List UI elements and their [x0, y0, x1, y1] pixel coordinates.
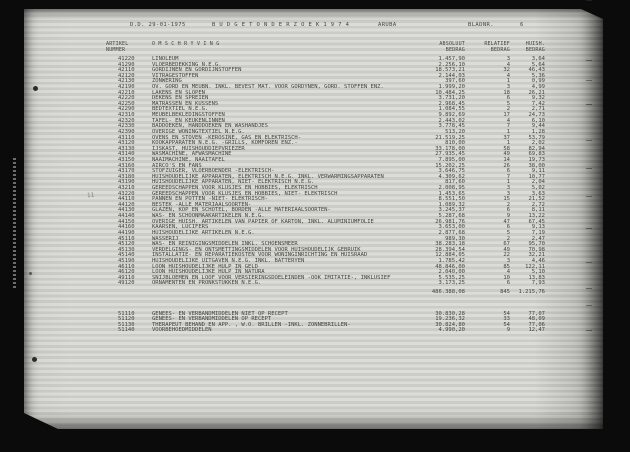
- cell-relatief-bedrag: 3: [506, 257, 510, 264]
- cell-huish-bedrag: 6,10: [531, 117, 545, 124]
- cell-relatief-bedrag: 2: [506, 235, 510, 242]
- medical-rows: [0, 312, 630, 334]
- cell-artikel-nummer: 45120: [118, 241, 135, 248]
- cell-omschrijving: OV. GORD EN MEUBN. INKL. BEVEST MAT. VOOR GORDYNEN, GORD. STOFFEN ENZ.: [152, 84, 384, 91]
- cell-absoluut-bedrag: 28.394,54: [435, 246, 465, 253]
- cell-relatief-bedrag: 22: [503, 252, 510, 259]
- cell-huish-bedrag: 53,79: [528, 134, 545, 141]
- cell-relatief-bedrag: 49: [503, 246, 510, 253]
- cell-huish-bedrag: 7,93: [531, 280, 545, 287]
- cell-omschrijving: DEKENS EN SPREIEN: [152, 95, 209, 102]
- cell-huish-bedrag: 4,46: [531, 257, 545, 264]
- cell-artikel-nummer: 42130: [118, 78, 135, 85]
- cell-relatief-bedrag: 6: [506, 95, 510, 102]
- cell-absoluut-bedrag: 30.824,80: [435, 321, 465, 328]
- cell-relatief-bedrag: 32: [503, 67, 510, 74]
- cell-huish-bedrag: 38,00: [528, 162, 545, 169]
- cell-artikel-nummer: 46120: [118, 269, 135, 276]
- cell-huish-bedrag: 77,07: [528, 310, 545, 317]
- cell-huish-bedrag: 2,71: [531, 106, 545, 113]
- cell-artikel-nummer: 49120: [118, 280, 135, 287]
- cell-relatief-bedrag: 10: [503, 274, 510, 281]
- cell-absoluut-bedrag: 2.008,95: [438, 185, 465, 192]
- cell-huish-bedrag: 95,70: [528, 241, 545, 248]
- cell-absoluut-bedrag: 3.653,00: [438, 224, 465, 231]
- cell-relatief-bedrag: 54: [503, 310, 510, 317]
- document-header: [0, 22, 630, 30]
- cell-absoluut-bedrag: 397,60: [445, 78, 465, 85]
- document-title: B U D G E T O N D E R Z O E K 1 9 7 4: [212, 22, 350, 28]
- cell-artikel-nummer: 45130: [118, 246, 135, 253]
- total-relatief-bedrag: 845: [500, 288, 510, 295]
- cell-omschrijving: KAARSEN, LUCIFERS: [152, 224, 209, 231]
- cell-relatief-bedrag: 6: [506, 224, 510, 231]
- cell-relatief-bedrag: 7: [506, 123, 510, 130]
- cell-huish-bedrag: 67,45: [528, 218, 545, 225]
- cell-relatief-bedrag: 47: [503, 218, 510, 225]
- cell-absoluut-bedrag: 7.895,00: [438, 156, 465, 163]
- cell-absoluut-bedrag: 26.981,76: [435, 218, 465, 225]
- cell-omschrijving: GENEES- EN VERBANDMIDDELEN NIET OP RECEPT: [152, 310, 288, 317]
- cell-artikel-nummer: 44150: [118, 218, 135, 225]
- cell-huish-bedrag: 2,02: [531, 140, 545, 147]
- cell-absoluut-bedrag: 1.457,90: [438, 56, 465, 62]
- cell-huish-bedrag: 2,72: [531, 201, 545, 208]
- cell-huish-bedrag: 10,77: [528, 173, 545, 180]
- cell-absoluut-bedrag: 18.573,21: [435, 67, 465, 74]
- cell-huish-bedrag: 3,63: [531, 190, 545, 197]
- cell-relatief-bedrag: 37: [503, 134, 510, 141]
- cell-absoluut-bedrag: 5.535,25: [438, 274, 465, 281]
- cell-huish-bedrag: 5,36: [531, 72, 545, 79]
- cell-artikel-nummer: 42320: [118, 117, 135, 124]
- cell-artikel-nummer: 41290: [118, 61, 135, 68]
- cell-artikel-nummer: 43210: [118, 185, 135, 192]
- cell-artikel-nummer: 51110: [118, 310, 135, 317]
- cell-huish-bedrag: 5,64: [531, 61, 545, 68]
- cell-artikel-nummer: 51130: [118, 321, 135, 328]
- cell-huish-bedrag: 26,21: [528, 89, 545, 96]
- cell-omschrijving: VLOERBEDEKKING N.E.G.: [152, 61, 222, 68]
- cell-relatief-bedrag: 6: [506, 207, 510, 214]
- cell-omschrijving: MATRASSEN EN KUSSENS: [152, 100, 219, 107]
- corner-shadow: [24, 413, 58, 429]
- cell-absoluut-bedrag: 33.178,00: [435, 145, 465, 152]
- cell-omschrijving: MEUBELBEKLEDINGSTOFFEN: [152, 112, 225, 119]
- cell-omschrijving: NAAIMACHINE, NAAITAFEL: [152, 156, 225, 163]
- cell-absoluut-bedrag: 4.990,20: [438, 327, 465, 334]
- cell-artikel-nummer: 45140: [118, 252, 135, 259]
- cell-absoluut-bedrag: 5.287,68: [438, 213, 465, 220]
- cell-absoluut-bedrag: 1.089,32: [438, 201, 465, 208]
- cell-relatief-bedrag: 4: [506, 269, 510, 276]
- cell-omschrijving: KOOKAPPARATEN N.E.G. -GRILLS, KOMFOREN ENZ.-: [152, 140, 298, 147]
- cell-huish-bedrag: 9,32: [531, 95, 545, 102]
- cell-omschrijving: WAS- EN SCHOONMAAKARTIKELEN N.E.G.: [152, 213, 265, 220]
- cell-omschrijving: AIRCO'S EN FANS: [152, 162, 202, 169]
- cell-omschrijving: VITRAGESTOFFEN: [152, 72, 199, 79]
- cell-relatief-bedrag: 26: [503, 162, 510, 169]
- header-date: D.D. 29-01-1975: [130, 22, 186, 28]
- total-absoluut-bedrag: 486.388,08: [431, 288, 465, 295]
- cell-artikel-nummer: 43180: [118, 173, 135, 180]
- cell-relatief-bedrag: 4: [506, 61, 510, 68]
- cell-omschrijving: LAKENS EN SLOPEN: [152, 89, 205, 96]
- cell-artikel-nummer: 42110: [118, 67, 135, 74]
- cell-huish-bedrag: 7,42: [531, 100, 545, 107]
- cell-absoluut-bedrag: 3.646,75: [438, 168, 465, 175]
- cell-absoluut-bedrag: 30.830,28: [435, 310, 465, 317]
- cell-relatief-bedrag: 6: [506, 280, 510, 287]
- page-number-label: BLADNR.: [468, 22, 494, 28]
- cell-huish-bedrag: 13,22: [528, 213, 545, 220]
- cell-artikel-nummer: 42220: [118, 95, 135, 102]
- cell-artikel-nummer: 43110: [118, 134, 135, 141]
- cell-relatief-bedrag: 18: [503, 89, 510, 96]
- cell-huish-bedrag: 122,11: [525, 263, 545, 270]
- cell-absoluut-bedrag: 2.877,68: [438, 229, 465, 236]
- cell-artikel-nummer: 43190: [118, 179, 135, 186]
- cell-omschrijving: VERDELGINGS- EN ONTSMETTINGSMIDDELEN VOOR HUISHOUDELIJK GEBRUIK: [152, 246, 361, 253]
- cell-omschrijving: TAFEL- EN KEUKENLINNEN: [152, 117, 225, 124]
- cell-relatief-bedrag: 3: [506, 185, 510, 192]
- cell-absoluut-bedrag: 3.731,20: [438, 95, 465, 102]
- cell-omschrijving: HUISHOUDELIJKE APPARATEN, ELEKTRISCH N.E.G. INKL. VERWARMINGSAPPARATEN: [152, 173, 384, 180]
- page-number-value: 6: [520, 22, 524, 28]
- cell-relatief-bedrag: 54: [503, 321, 510, 328]
- cell-absoluut-bedrag: 38.283,18: [435, 241, 465, 248]
- cell-absoluut-bedrag: 19.236,32: [435, 316, 465, 323]
- cell-artikel-nummer: 44110: [118, 196, 135, 203]
- cell-huish-bedrag: 0,99: [531, 78, 545, 85]
- cell-artikel-nummer: 51120: [118, 316, 135, 323]
- cell-huish-bedrag: 19,73: [528, 156, 545, 163]
- cell-absoluut-bedrag: 15.202,25: [435, 162, 465, 169]
- cell-absoluut-bedrag: 21.519,25: [435, 134, 465, 141]
- cell-relatief-bedrag: 4: [506, 72, 510, 79]
- cell-artikel-nummer: 43120: [118, 140, 135, 147]
- cell-omschrijving: OVENS EN STOVEN -KEROSINE, GAS EN ELEKTRISCH-: [152, 134, 302, 141]
- cell-omschrijving: BADDOEKEN, HANDDOEKEN EN WASHANDJES: [152, 123, 268, 130]
- cell-huish-bedrag: 5,10: [531, 269, 545, 276]
- cell-huish-bedrag: 24,73: [528, 112, 545, 119]
- cell-absoluut-bedrag: 2.968,45: [438, 100, 465, 107]
- cell-artikel-nummer: 42310: [118, 112, 135, 119]
- cell-omschrijving: PANNEN EN POTTEN -NIET- ELEKTRISCH-: [152, 196, 268, 203]
- cell-absoluut-bedrag: 12.884,05: [435, 252, 465, 259]
- cell-absoluut-bedrag: 3.778,45: [438, 123, 465, 130]
- cell-absoluut-bedrag: 2.040,00: [438, 269, 465, 276]
- cell-relatief-bedrag: 1: [506, 128, 510, 135]
- cell-huish-bedrag: 2,04: [531, 179, 545, 186]
- cell-artikel-nummer: 43130: [118, 145, 135, 152]
- film-edge: [600, 0, 630, 452]
- cell-omschrijving: ORNAMENTEN EN PRONKSTUKKEN N.E.G.: [152, 280, 262, 287]
- cell-huish-bedrag: 69,83: [528, 151, 545, 158]
- cell-omschrijving: SNIJBLOEMEN EN LOOF VOOR VERSIERINGSDOELEINDEN -OOK IMITATIE-, INKLUSIEF: [152, 274, 391, 281]
- cell-huish-bedrag: 1,28: [531, 128, 545, 135]
- cell-relatief-bedrag: 9: [506, 213, 510, 220]
- cell-artikel-nummer: 43170: [118, 168, 135, 175]
- cell-absoluut-bedrag: 48.846,00: [435, 263, 465, 270]
- cell-relatief-bedrag: 3: [506, 56, 510, 62]
- cell-relatief-bedrag: 3: [506, 190, 510, 197]
- cell-relatief-bedrag: 5: [506, 100, 510, 107]
- cell-relatief-bedrag: 49: [503, 151, 510, 158]
- cell-artikel-nummer: 45110: [118, 235, 135, 242]
- cell-omschrijving: ZONWERING: [152, 78, 182, 85]
- cell-absoluut-bedrag: 2.256,10: [438, 61, 465, 68]
- cell-artikel-nummer: 49110: [118, 274, 135, 281]
- cell-absoluut-bedrag: 9.892,69: [438, 112, 465, 119]
- cell-omschrijving: GLAZEN, KOP EN SCHOTEL, BORDEN -ALLE MATERIAALSOORTEN-: [152, 207, 331, 214]
- cell-relatief-bedrag: 67: [503, 241, 510, 248]
- cell-absoluut-bedrag: 1.084,55: [438, 106, 465, 113]
- cell-relatief-bedrag: 3: [506, 84, 510, 91]
- column-header-huish-bedrag: HUISH. BEDRAG: [525, 41, 545, 53]
- cell-huish-bedrag: 32,21: [528, 252, 545, 259]
- total-row: [0, 290, 630, 296]
- cell-artikel-nummer: 42190: [118, 84, 135, 91]
- cell-artikel-nummer: 44140: [118, 213, 135, 220]
- cell-omschrijving: WASMACHINE, AFWASMACHINE: [152, 151, 232, 158]
- cell-huish-bedrag: 5,02: [531, 185, 545, 192]
- scan-artifact-dashes: [586, 0, 592, 1]
- cell-artikel-nummer: 43220: [118, 190, 135, 197]
- cell-huish-bedrag: 7,19: [531, 229, 545, 236]
- cell-artikel-nummer: 42330: [118, 123, 135, 130]
- cell-artikel-nummer: 44160: [118, 224, 135, 231]
- cell-absoluut-bedrag: 513,20: [445, 128, 465, 135]
- cell-relatief-bedrag: 1: [506, 179, 510, 186]
- cell-relatief-bedrag: 33: [503, 316, 510, 323]
- cell-huish-bedrag: 48,09: [528, 316, 545, 323]
- cell-artikel-nummer: 45190: [118, 257, 135, 264]
- cell-omschrijving: OVERIGE WONINGTEXTIEL N.E.G.: [152, 128, 245, 135]
- cell-omschrijving: HUISHOUDELIJKE APPARATEN, NIET- ELEKTRISCH N.E.G.: [152, 179, 315, 186]
- cell-absoluut-bedrag: 10.484,25: [435, 89, 465, 96]
- cell-relatief-bedrag: 5: [506, 229, 510, 236]
- cell-artikel-nummer: 42210: [118, 89, 135, 96]
- cell-absoluut-bedrag: 1.785,42: [438, 257, 465, 264]
- cell-omschrijving: GORDIJNEN EN GORDIJNSTOFFEN: [152, 67, 242, 74]
- cell-huish-bedrag: 21,52: [528, 196, 545, 203]
- cell-relatief-bedrag: 1: [506, 78, 510, 85]
- cell-huish-bedrag: 4,99: [531, 84, 545, 91]
- cell-artikel-nummer: 44120: [118, 201, 135, 208]
- cell-absoluut-bedrag: 2.144,03: [438, 72, 465, 79]
- cell-artikel-nummer: 42120: [118, 72, 135, 79]
- budget-table: [0, 57, 630, 334]
- column-header-omschrijving: O M S C H R Y V I N G: [152, 41, 220, 47]
- column-header-artikel-nummer: ARTIKEL NUMMER: [106, 41, 129, 53]
- cell-omschrijving: LINOLEUM: [152, 56, 179, 62]
- cell-huish-bedrag: 12,47: [528, 327, 545, 334]
- table-row: [0, 281, 630, 287]
- cell-relatief-bedrag: 2: [506, 106, 510, 113]
- cell-huish-bedrag: 46,43: [528, 67, 545, 74]
- cell-omschrijving: INSTALLATIE- EN REPARATIEKOSTEN VOOR WONINGINRICHTING EN HUISRAAD: [152, 252, 368, 259]
- cell-relatief-bedrag: 7: [506, 173, 510, 180]
- budget-rows: [0, 57, 630, 287]
- cell-omschrijving: IJSKAST, HUISHOUDDIEPVRIEZER: [152, 145, 245, 152]
- cell-relatief-bedrag: 14: [503, 156, 510, 163]
- region-label: ARUBA: [378, 22, 397, 28]
- cell-artikel-nummer: 42390: [118, 128, 135, 135]
- cell-relatief-bedrag: 6: [506, 168, 510, 175]
- cell-huish-bedrag: 77,06: [528, 321, 545, 328]
- cell-absoluut-bedrag: 8.551,50: [438, 196, 465, 203]
- cell-huish-bedrag: 8,11: [531, 207, 545, 214]
- cell-relatief-bedrag: 58: [503, 145, 510, 152]
- cell-omschrijving: GEREEDSCHAPPEN VOOR KLUSJES EN HOBBIES, ELEKTRISCH: [152, 185, 318, 192]
- cell-huish-bedrag: 9,13: [531, 224, 545, 231]
- cell-omschrijving: THERAPEUT BEHAND EN APP. , W.O. BRILLEN -INKL. ZONNEBRILLEN-: [152, 321, 351, 328]
- cell-omschrijving: BEDTEXTIEL N.E.G.: [152, 106, 209, 113]
- cell-huish-bedrag: 2,47: [531, 235, 545, 242]
- cell-relatief-bedrag: 1: [506, 140, 510, 147]
- cell-omschrijving: HUISHOUDELIJKE ARTIKELEN N.E.G.: [152, 229, 255, 236]
- cell-omschrijving: LOON HUISHOUDELIJKE HULP IN NATURA: [152, 269, 265, 276]
- cell-huish-bedrag: 70,98: [528, 246, 545, 253]
- cell-artikel-nummer: 41220: [118, 56, 135, 62]
- cell-artikel-nummer: 42290: [118, 106, 135, 113]
- cell-huish-bedrag: 9,44: [531, 123, 545, 130]
- cell-artikel-nummer: 46110: [118, 263, 135, 270]
- total-huish-bedrag: 1.215,76: [518, 288, 545, 295]
- punch-hole: [32, 357, 37, 362]
- cell-artikel-nummer: 42250: [118, 100, 135, 107]
- cell-artikel-nummer: 43160: [118, 162, 135, 169]
- cell-absoluut-bedrag: 3.245,37: [438, 207, 465, 214]
- cell-absoluut-bedrag: 989,30: [445, 235, 465, 242]
- cell-omschrijving: BESTEK -ALLE MATERIAALSOORTEN-: [152, 201, 252, 208]
- cell-relatief-bedrag: 2: [506, 201, 510, 208]
- section-gap: [0, 296, 630, 312]
- cell-artikel-nummer: 51140: [118, 327, 135, 334]
- cell-omschrijving: WASSERIJ: [152, 235, 179, 242]
- cell-absoluut-bedrag: 4.309,62: [438, 173, 465, 180]
- cell-absoluut-bedrag: 810,00: [445, 140, 465, 147]
- cell-absoluut-bedrag: 27.935,45: [435, 151, 465, 158]
- cell-omschrijving: GENEES- EN VERBANDMIDDELEN OP RECEPT: [152, 316, 272, 323]
- cell-absoluut-bedrag: 1.453,65: [438, 190, 465, 197]
- cell-huish-bedrag: 3,64: [531, 56, 545, 62]
- cell-omschrijving: VOORBEHOEDMIDDELEN: [152, 327, 212, 334]
- cell-relatief-bedrag: 15: [503, 196, 510, 203]
- cell-artikel-nummer: 44130: [118, 207, 135, 214]
- table-row: [0, 328, 630, 334]
- column-header-relatief-bedrag: RELATIEF BEDRAG: [484, 41, 510, 53]
- cell-huish-bedrag: 82,94: [528, 145, 545, 152]
- cell-absoluut-bedrag: 817,60: [445, 179, 465, 186]
- cell-artikel-nummer: 43140: [118, 151, 135, 158]
- cell-artikel-nummer: 44190: [118, 229, 135, 236]
- cell-absoluut-bedrag: 1.999,20: [438, 84, 465, 91]
- cell-absoluut-bedrag: 2.443,02: [438, 117, 465, 124]
- cell-huish-bedrag: 9,11: [531, 168, 545, 175]
- cell-relatief-bedrag: 9: [506, 327, 510, 334]
- cell-absoluut-bedrag: 3.173,25: [438, 280, 465, 287]
- cell-relatief-bedrag: 17: [503, 112, 510, 119]
- cell-omschrijving: HUISHOUDELIJKE UITGAVEN N.E.G. INKL. BATTERYEN: [152, 257, 305, 264]
- cell-omschrijving: OVERIGE HUISH. ARTIKELEN VAN PAPIER OF KARTON, INKL. ALUMINIUMFOLIE: [152, 218, 374, 225]
- cell-omschrijving: LOON HUISHOUDELIJKE HULP IN GELD: [152, 263, 258, 270]
- cell-omschrijving: STOFZUIGER, VLOERBOENDER -ELEKTRISCH-: [152, 168, 275, 175]
- cell-omschrijving: GEREEDSCHAPPEN VOOR KLUSJES EN HOBBIES, NIET- ELEKTRISCH: [152, 190, 338, 197]
- cell-relatief-bedrag: 4: [506, 117, 510, 124]
- cell-artikel-nummer: 43150: [118, 156, 135, 163]
- cell-huish-bedrag: 13,83: [528, 274, 545, 281]
- cell-omschrijving: WAS- EN REINIGINGSMIDDELEN INKL. SCHOENSMEER: [152, 241, 298, 248]
- column-header-absoluut-bedrag: ABSOLUUT BEDRAG: [439, 41, 465, 53]
- handwritten-margin-note: 11: [86, 191, 95, 200]
- cell-relatief-bedrag: 85: [503, 263, 510, 270]
